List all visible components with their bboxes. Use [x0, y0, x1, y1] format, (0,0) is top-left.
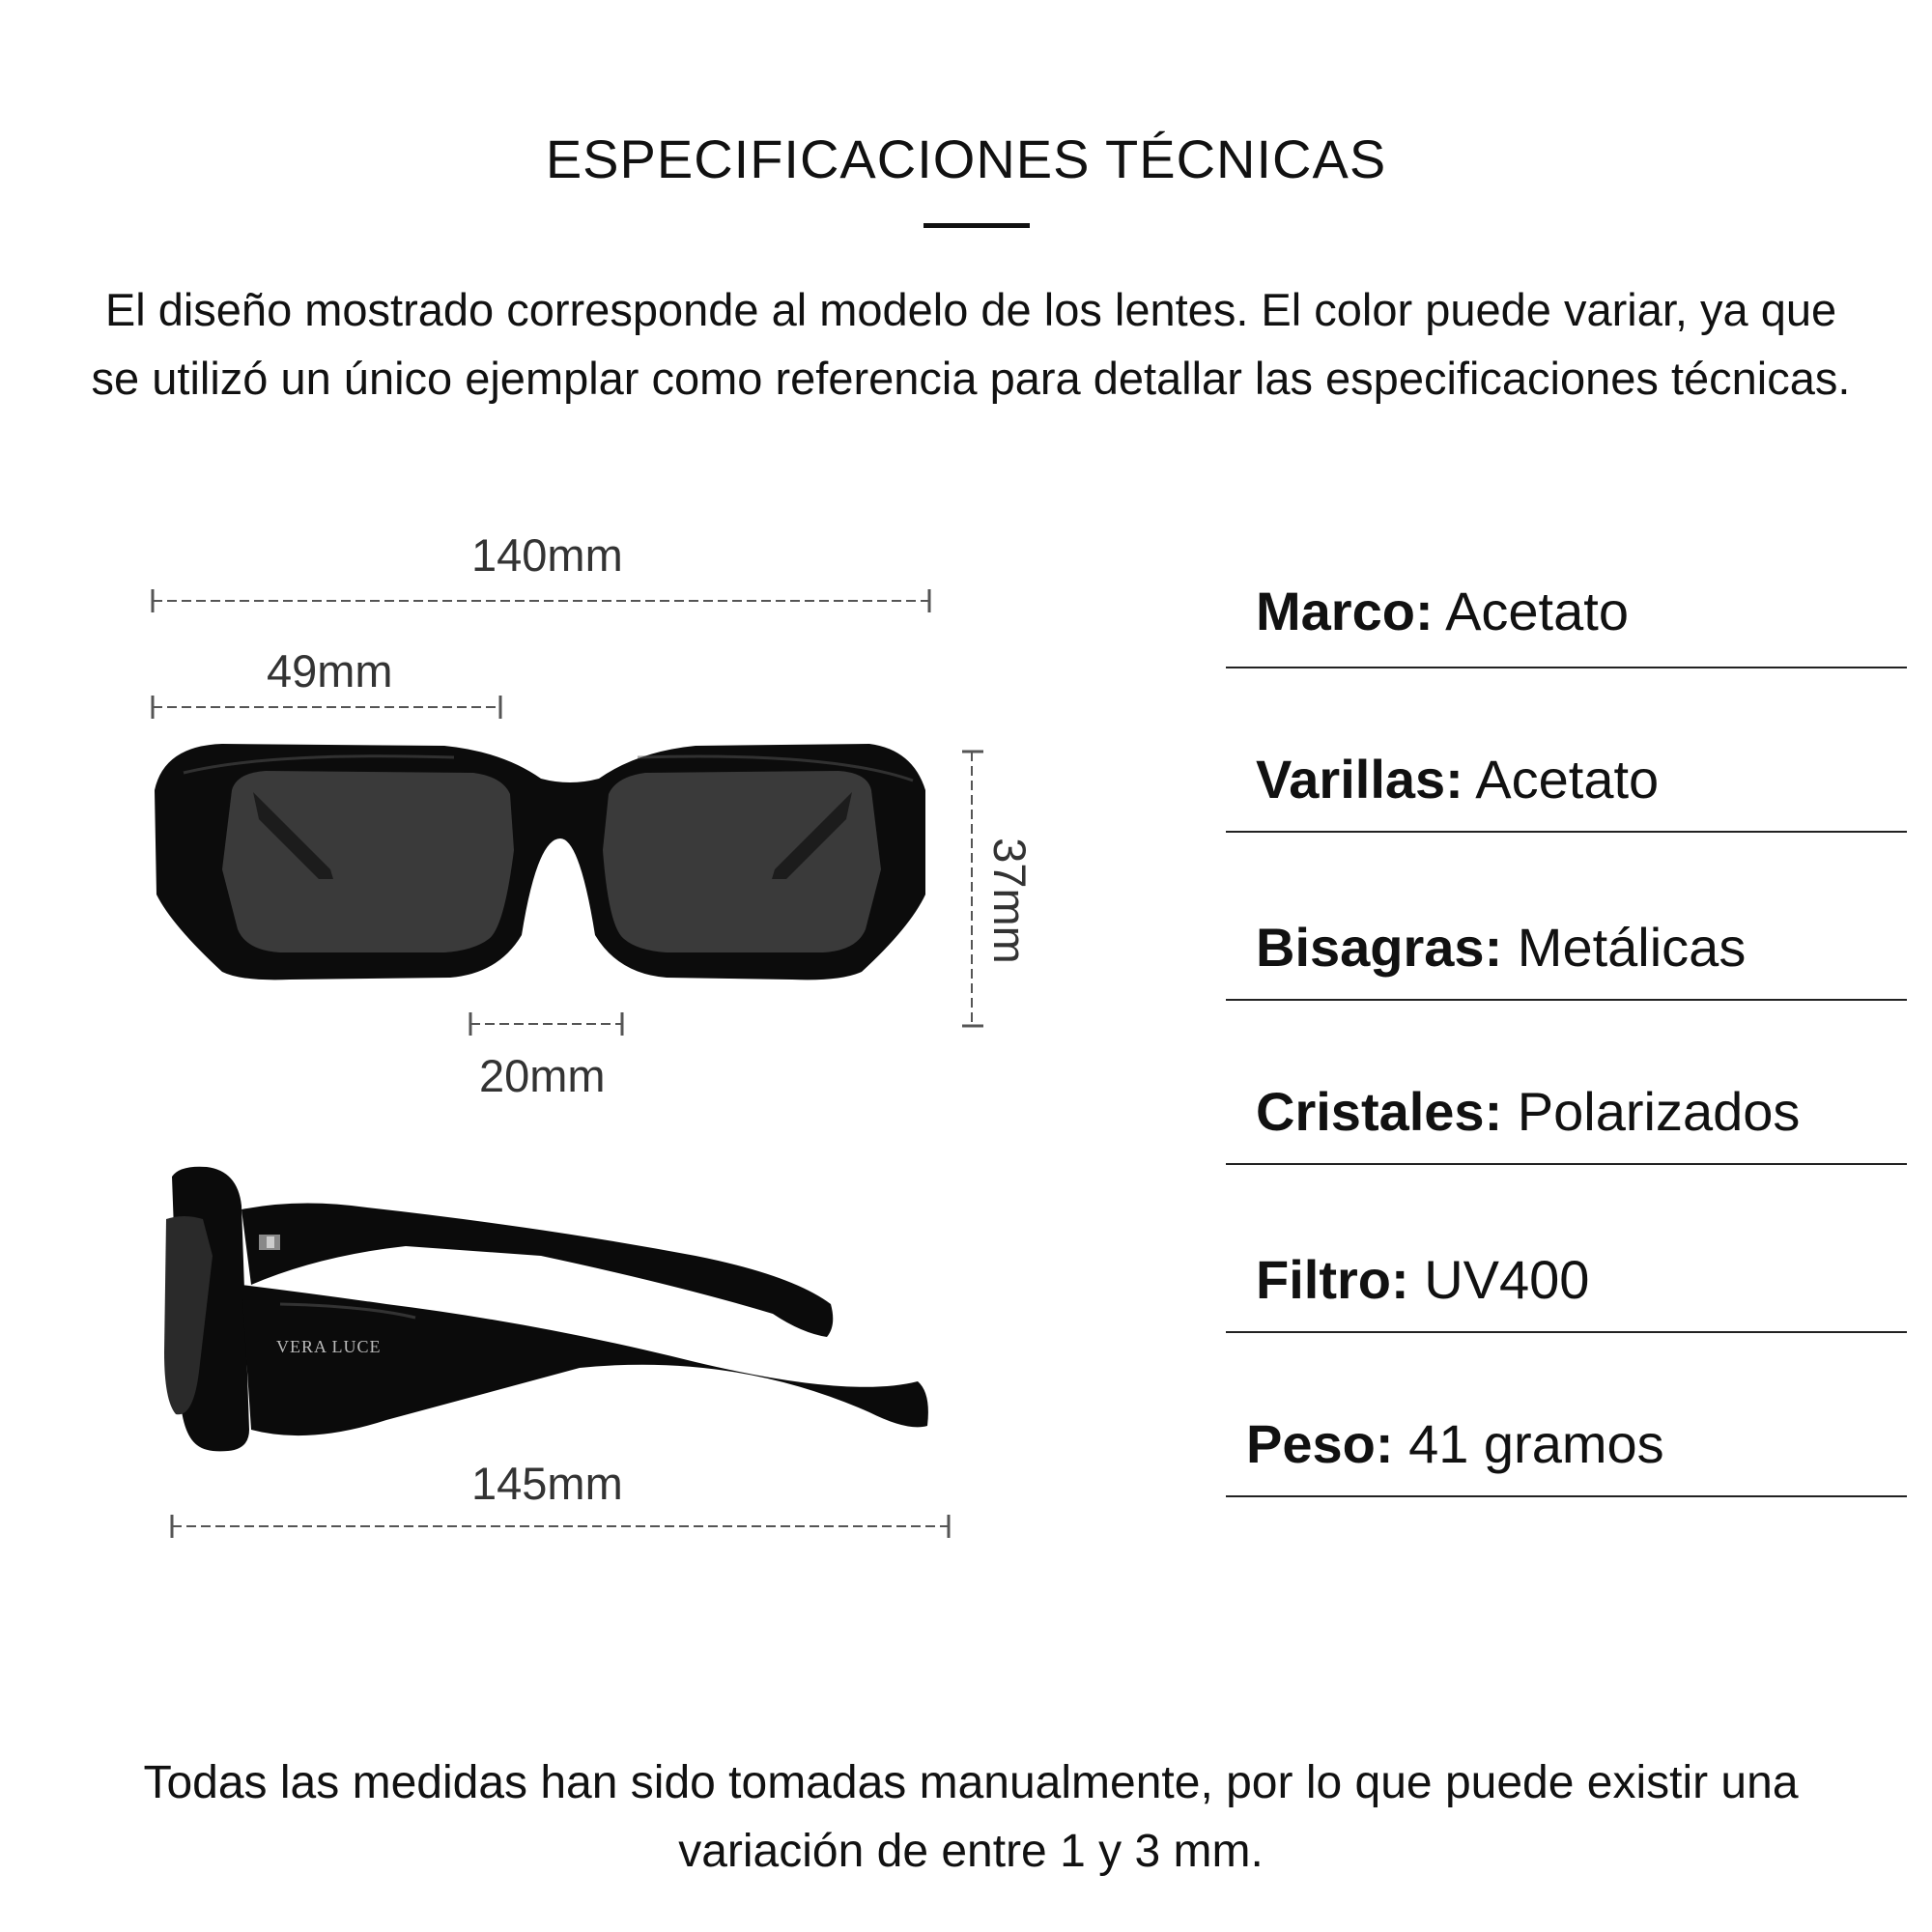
spec-row-filtro: [1256, 1248, 1589, 1311]
dimension-line-total-width: [153, 589, 929, 612]
spec-value: Metálicas: [1517, 917, 1747, 978]
dimension-label-lens-width: 49mm: [267, 645, 393, 696]
spec-divider: [1226, 1331, 1907, 1333]
dimension-line-lens-width: [153, 696, 500, 719]
dimension-label-bridge: 20mm: [479, 1050, 606, 1101]
spec-divider: [1226, 1163, 1907, 1165]
spec-value: 41 gramos: [1408, 1413, 1664, 1474]
glasses-front-view: [155, 744, 925, 980]
spec-label: Varillas:: [1256, 749, 1463, 810]
spec-label: Peso:: [1246, 1413, 1394, 1474]
spec-value: Acetato: [1445, 581, 1629, 641]
spec-row-varillas: [1256, 748, 1659, 810]
dimension-label-temple-length: 145mm: [471, 1458, 623, 1509]
spec-label: Marco:: [1256, 581, 1434, 641]
spec-divider: [1226, 831, 1907, 833]
spec-label: Cristales:: [1256, 1081, 1503, 1142]
spec-value: Acetato: [1475, 749, 1660, 810]
page-title: ESPECIFICACIONES TÉCNICAS: [545, 128, 1387, 189]
spec-row-cristales: [1256, 1080, 1800, 1143]
spec-label: Filtro:: [1256, 1249, 1409, 1310]
dimension-line-lens-height: [962, 752, 983, 1026]
dimension-label-lens-height: 37mm: [983, 838, 1036, 964]
spec-divider: [1226, 999, 1907, 1001]
spec-value: Polarizados: [1517, 1081, 1801, 1142]
intro-text: El diseño mostrado corresponde al modelo de los lentes. El color puede variar, ya que se utilizó un único ejemplar como referencia para detallar las especificaciones técnicas.: [91, 284, 1851, 404]
spec-label: Bisagras:: [1256, 917, 1503, 978]
glasses-side-view: [164, 1167, 928, 1452]
dimension-label-total-width: 140mm: [471, 529, 623, 581]
footer-note: Todas las medidas han sido tomadas manualmente, por lo que puede existir una variación de entre 1 y 3 mm.: [143, 1757, 1799, 1877]
dimension-line-bridge: [470, 1012, 622, 1036]
brand-logo-imprint: VERA LUCE: [276, 1337, 382, 1356]
spec-row-marco: [1256, 580, 1629, 642]
dimension-line-temple-length: [172, 1515, 949, 1538]
spec-divider: [1226, 667, 1907, 668]
spec-row-bisagras: [1256, 916, 1746, 979]
spec-row-peso: [1246, 1412, 1664, 1475]
spec-divider: [1226, 1495, 1907, 1497]
spec-value: UV400: [1424, 1249, 1590, 1310]
